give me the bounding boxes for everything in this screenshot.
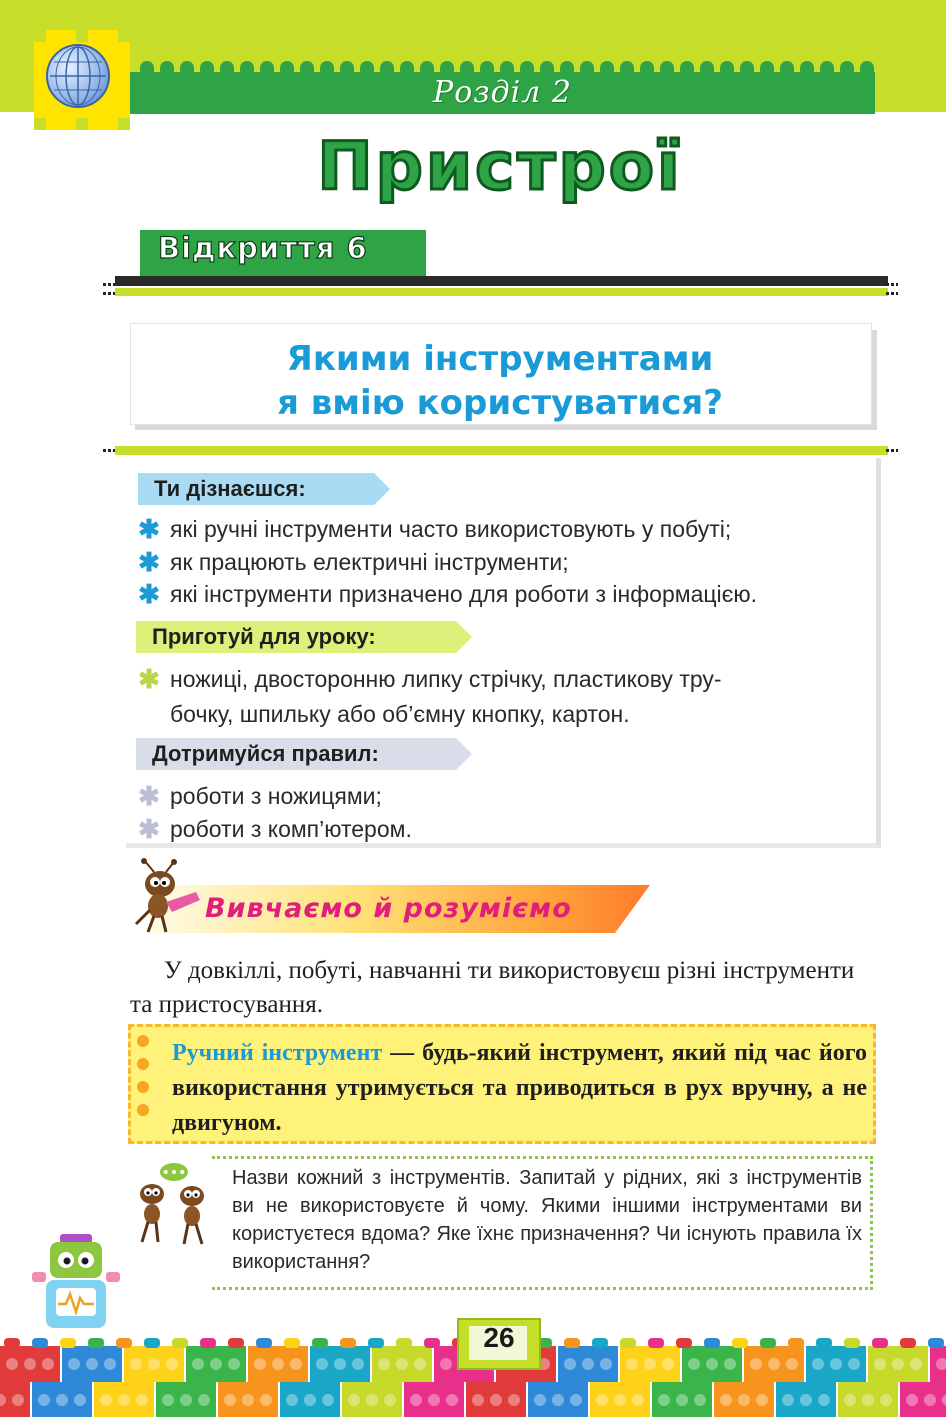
definition bbox=[172, 1036, 867, 1141]
lego-top-stud bbox=[788, 1338, 804, 1348]
page-title: Пристрої bbox=[317, 128, 683, 205]
lego-stud bbox=[352, 1358, 364, 1370]
lego-stud bbox=[74, 1394, 86, 1406]
divider-lime bbox=[115, 288, 888, 296]
lego-stud bbox=[862, 1394, 874, 1406]
decor-dot bbox=[137, 1081, 149, 1093]
lego-top-stud bbox=[844, 1338, 860, 1348]
lego-stud bbox=[440, 1358, 452, 1370]
lego-top-stud bbox=[592, 1338, 608, 1348]
asterisk-icon: ✱ bbox=[138, 547, 160, 577]
globe-icon bbox=[46, 44, 110, 108]
lego-stud bbox=[688, 1358, 700, 1370]
lego-stud bbox=[614, 1394, 626, 1406]
lego-stud bbox=[254, 1358, 266, 1370]
divider-dash bbox=[103, 292, 115, 295]
lego-stud bbox=[706, 1358, 718, 1370]
lego-stud bbox=[384, 1394, 396, 1406]
lego-stud bbox=[892, 1358, 904, 1370]
lego-top-stud bbox=[564, 1338, 580, 1348]
lego-stud bbox=[228, 1358, 240, 1370]
lego-stud bbox=[844, 1394, 856, 1406]
asterisk-icon: ✱ bbox=[138, 514, 160, 544]
lego-stud bbox=[180, 1394, 192, 1406]
ants-talking-icon bbox=[126, 1162, 218, 1252]
prepare-heading: Приготуй для уроку: bbox=[136, 621, 456, 653]
divider-dash bbox=[886, 283, 898, 286]
lego-top-stud bbox=[424, 1338, 440, 1348]
lego-stud bbox=[130, 1358, 142, 1370]
lego-top-stud bbox=[60, 1338, 76, 1348]
lego-stud bbox=[42, 1358, 54, 1370]
lego-stud bbox=[812, 1358, 824, 1370]
lego-stud bbox=[534, 1394, 546, 1406]
lego-top-stud bbox=[704, 1338, 720, 1348]
lego-stud bbox=[100, 1394, 112, 1406]
lego-stud bbox=[724, 1358, 736, 1370]
lego-stud bbox=[750, 1358, 762, 1370]
lego-stud bbox=[56, 1394, 68, 1406]
lego-stud bbox=[800, 1394, 812, 1406]
lego-stud bbox=[24, 1358, 36, 1370]
lego-stud bbox=[880, 1394, 892, 1406]
asterisk-icon: ✱ bbox=[138, 664, 160, 694]
lego-stud bbox=[570, 1394, 582, 1406]
lego-stud bbox=[378, 1358, 390, 1370]
lego-stud bbox=[210, 1358, 222, 1370]
lego-stud bbox=[644, 1358, 656, 1370]
decor-dot bbox=[137, 1104, 149, 1116]
lego-stud bbox=[366, 1394, 378, 1406]
study-heading: Вивчаємо й розуміємо bbox=[205, 893, 572, 924]
lego-stud bbox=[768, 1358, 780, 1370]
lego-stud bbox=[118, 1394, 130, 1406]
lego-top-stud bbox=[116, 1338, 132, 1348]
lego-stud bbox=[224, 1394, 236, 1406]
page-number: 26 bbox=[483, 1322, 515, 1353]
lego-stud bbox=[242, 1394, 254, 1406]
learn-heading: Ти дізнаєшся: bbox=[138, 473, 374, 505]
task-text: Назви кожний з інструментів. Запитай у рідних, які з інструментів ви не використовуєте й чому. Якими іншими інструментами ви користуєтеся вдома? Яке їхнє призначення? Чи існують правила їх використання? bbox=[232, 1167, 862, 1273]
lego-top-stud bbox=[368, 1338, 384, 1348]
lego-top-stud bbox=[620, 1338, 636, 1348]
lego-stud bbox=[322, 1394, 334, 1406]
lego-top-stud bbox=[732, 1338, 748, 1348]
asterisk-icon: ✱ bbox=[138, 814, 160, 844]
lego-stud bbox=[104, 1358, 116, 1370]
lego-stud bbox=[414, 1358, 426, 1370]
lego-stud bbox=[756, 1394, 768, 1406]
lego-top-stud bbox=[4, 1338, 20, 1348]
decor-dot bbox=[137, 1035, 149, 1047]
lego-stud bbox=[6, 1358, 18, 1370]
lego-stud bbox=[508, 1394, 520, 1406]
asterisk-icon: ✱ bbox=[138, 781, 160, 811]
divider-dark bbox=[115, 276, 888, 286]
lego-stud bbox=[304, 1394, 316, 1406]
lego-top-stud bbox=[900, 1338, 916, 1348]
intro-paragraph: У довкіллі, побуті, навчанні ти використовуєш різні інструменти та пристосування. bbox=[130, 957, 855, 1018]
robot-mascot bbox=[30, 1232, 122, 1332]
lego-top-stud bbox=[228, 1338, 244, 1348]
definition-text: — будь-який інструмент, який під час його використання утримується та приводиться в рух вручну, а не двигуном. bbox=[172, 1040, 868, 1136]
lego-stud bbox=[428, 1394, 440, 1406]
definition-term: Ручний інструмент bbox=[172, 1040, 383, 1066]
lego-stud bbox=[782, 1394, 794, 1406]
speech-bubble-icon: ••• bbox=[161, 1165, 187, 1181]
lego-stud bbox=[148, 1358, 160, 1370]
lego-top-stud bbox=[88, 1338, 104, 1348]
lego-stud bbox=[334, 1358, 346, 1370]
lego-stud bbox=[12, 1394, 24, 1406]
lego-top-stud bbox=[172, 1338, 188, 1348]
lego-stud bbox=[924, 1394, 936, 1406]
lego-stud bbox=[906, 1394, 918, 1406]
lego-stud bbox=[260, 1394, 272, 1406]
lego-top-stud bbox=[144, 1338, 160, 1348]
lego-stud bbox=[472, 1394, 484, 1406]
lego-top-stud bbox=[760, 1338, 776, 1348]
lego-stud bbox=[198, 1394, 210, 1406]
lego-stud bbox=[316, 1358, 328, 1370]
divider-dash bbox=[886, 449, 898, 452]
lego-stud bbox=[564, 1358, 576, 1370]
rules-heading: Дотримуйся правил: bbox=[136, 738, 456, 770]
lego-stud bbox=[658, 1394, 670, 1406]
lego-top-stud bbox=[928, 1338, 944, 1348]
lego-top-stud bbox=[872, 1338, 888, 1348]
lego-stud bbox=[38, 1394, 50, 1406]
divider-dash bbox=[886, 292, 898, 295]
lego-top-stud bbox=[256, 1338, 272, 1348]
lego-stud bbox=[910, 1358, 922, 1370]
lego-stud bbox=[582, 1358, 594, 1370]
question-line: Якими інструментами bbox=[286, 339, 714, 379]
lego-stud bbox=[694, 1394, 706, 1406]
lego-stud bbox=[396, 1358, 408, 1370]
ant-mascot bbox=[126, 858, 206, 938]
lego-stud bbox=[286, 1394, 298, 1406]
lego-top-stud bbox=[32, 1338, 48, 1348]
lego-stud bbox=[818, 1394, 830, 1406]
lego-stud bbox=[290, 1358, 302, 1370]
lego-stud bbox=[874, 1358, 886, 1370]
lego-stud bbox=[272, 1358, 284, 1370]
lesson-question bbox=[130, 337, 870, 425]
lego-top-stud bbox=[340, 1338, 356, 1348]
lego-stud bbox=[676, 1394, 688, 1406]
lego-stud bbox=[662, 1358, 674, 1370]
lego-stud bbox=[162, 1394, 174, 1406]
lego-stud bbox=[192, 1358, 204, 1370]
lego-top-stud bbox=[200, 1338, 216, 1348]
lego-top-stud bbox=[396, 1338, 412, 1348]
lego-stud bbox=[596, 1394, 608, 1406]
lego-stud bbox=[136, 1394, 148, 1406]
lego-stud bbox=[68, 1358, 80, 1370]
discovery-label: Відкриття 6 bbox=[158, 231, 368, 265]
chapter-label: Розділ 2 bbox=[433, 75, 572, 110]
lego-stud bbox=[632, 1394, 644, 1406]
lego-stud bbox=[348, 1394, 360, 1406]
lego-top-stud bbox=[676, 1338, 692, 1348]
lego-stud bbox=[600, 1358, 612, 1370]
lego-stud bbox=[86, 1358, 98, 1370]
lego-top-stud bbox=[312, 1338, 328, 1348]
lego-stud bbox=[720, 1394, 732, 1406]
lego-top-stud bbox=[816, 1338, 832, 1348]
decor-dot bbox=[137, 1058, 149, 1070]
question-line: я вмію користуватися? bbox=[277, 383, 723, 423]
lego-stud bbox=[830, 1358, 842, 1370]
lego-stud bbox=[626, 1358, 638, 1370]
lego-stud bbox=[786, 1358, 798, 1370]
lego-stud bbox=[410, 1394, 422, 1406]
lego-stud bbox=[446, 1394, 458, 1406]
lego-stud bbox=[738, 1394, 750, 1406]
lego-top-stud bbox=[284, 1338, 300, 1348]
lego-stud bbox=[166, 1358, 178, 1370]
lego-top-stud bbox=[648, 1338, 664, 1348]
asterisk-icon: ✱ bbox=[138, 579, 160, 609]
divider-lime-bottom bbox=[115, 446, 888, 455]
divider-dash bbox=[103, 283, 115, 286]
divider-dash bbox=[103, 449, 115, 452]
lego-stud bbox=[848, 1358, 860, 1370]
lego-stud bbox=[552, 1394, 564, 1406]
lego-stud bbox=[490, 1394, 502, 1406]
